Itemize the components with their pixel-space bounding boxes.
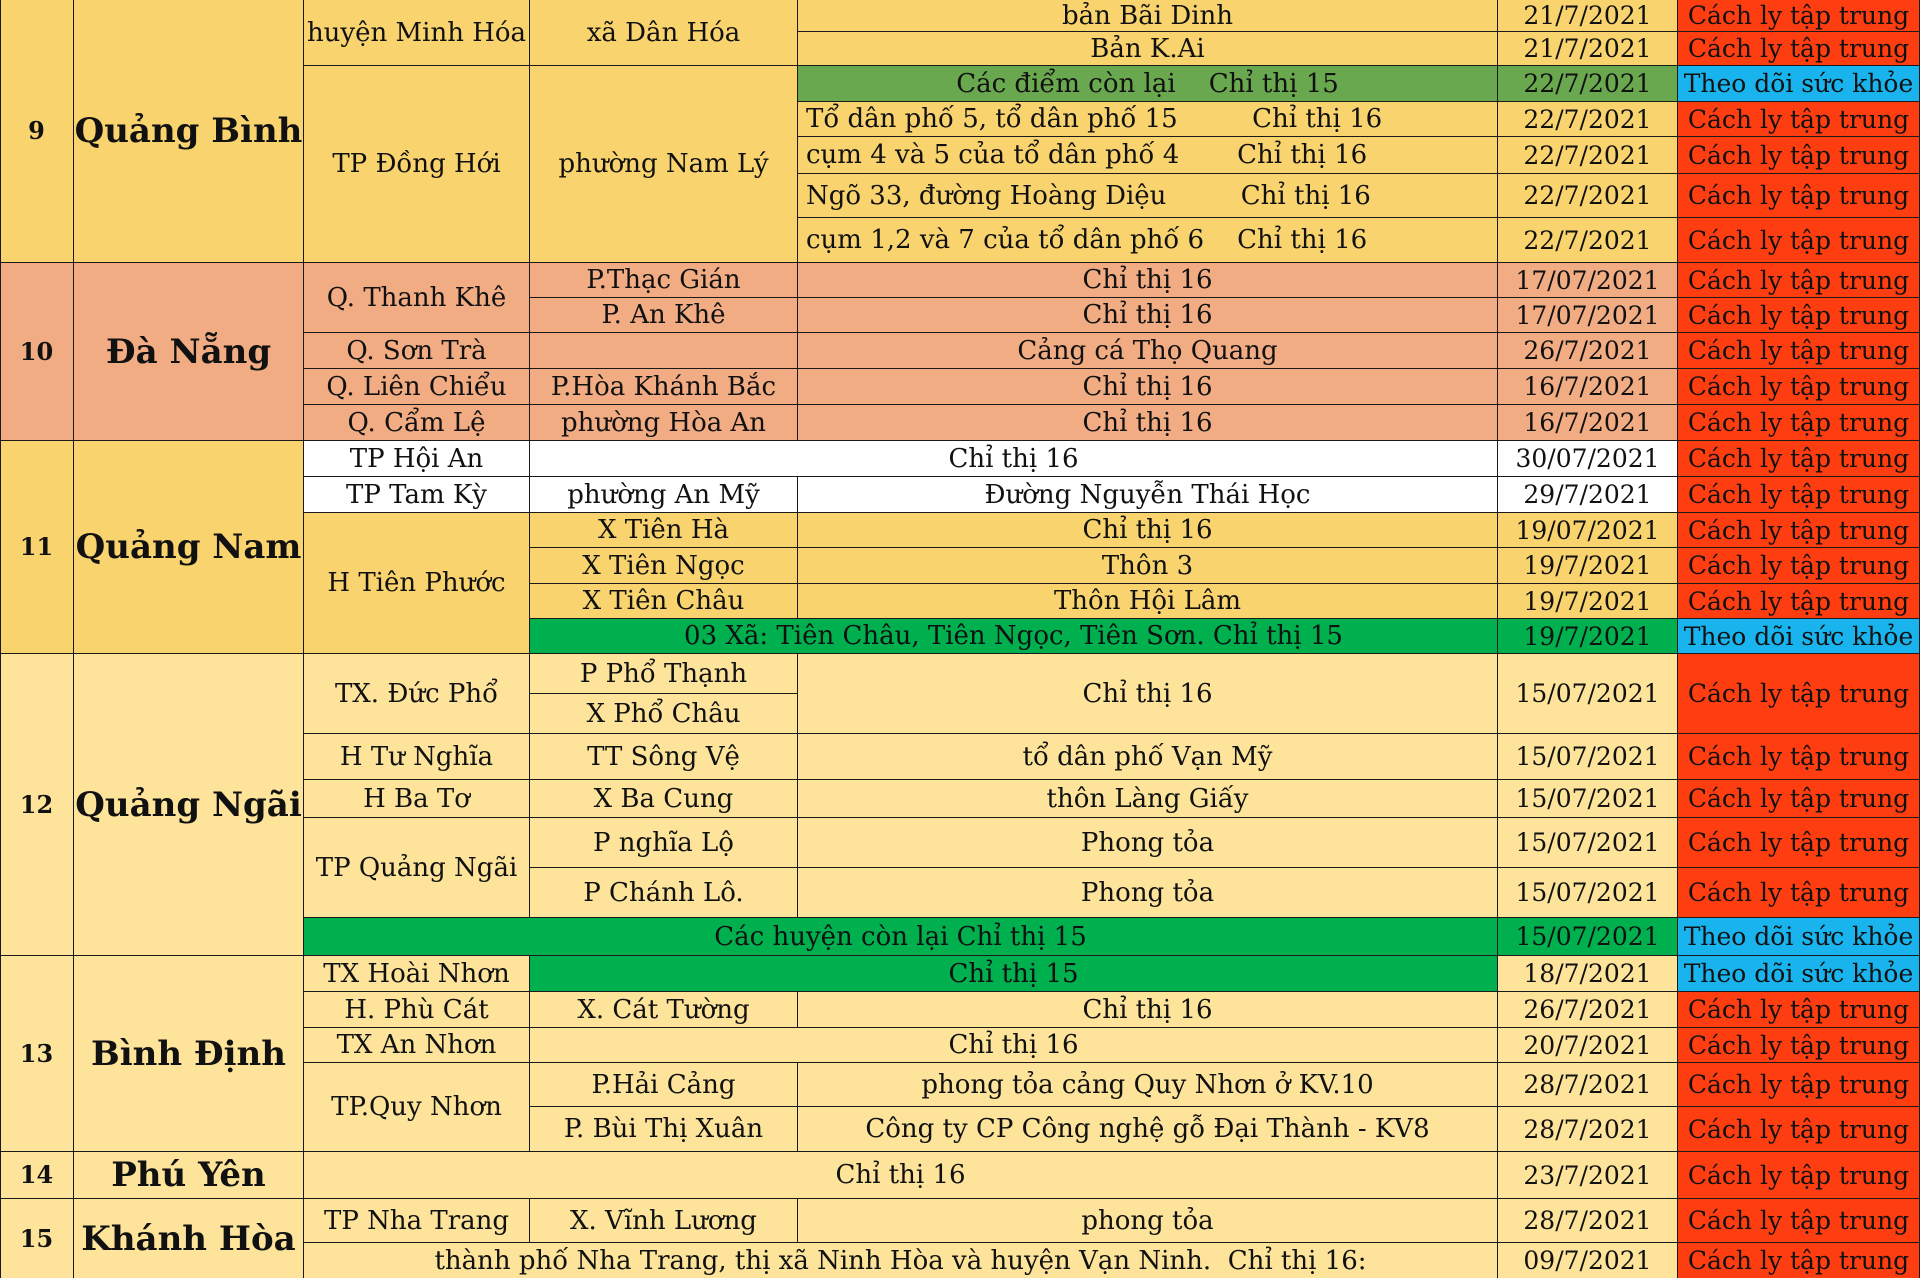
area-cell: Chỉ thị 15 [530, 956, 1498, 992]
date-cell: 21/7/2021 [1498, 32, 1678, 66]
area-cell: Chỉ thị 16 [798, 513, 1498, 548]
date-cell: 23/7/2021 [1498, 1152, 1678, 1199]
status-cell: Cách ly tập trung [1678, 1199, 1920, 1243]
status-cell: Cách ly tập trung [1678, 1063, 1920, 1107]
district-cell: Q. Sơn Trà [304, 333, 530, 369]
status-cell: Cách ly tập trung [1678, 174, 1920, 218]
status-cell: Cách ly tập trung [1678, 263, 1920, 298]
date-cell: 17/07/2021 [1498, 263, 1678, 298]
area-cell: Công ty CP Công nghệ gỗ Đại Thành - KV8 [798, 1107, 1498, 1152]
ward-cell: P nghĩa Lộ [530, 818, 798, 868]
district-cell: H Ba Tơ [304, 780, 530, 818]
area-cell: bản Bãi Dinh [798, 0, 1498, 32]
area-cell: Phong tỏa [798, 868, 1498, 918]
date-cell: 19/7/2021 [1498, 584, 1678, 619]
district-cell: TP Hội An [304, 441, 530, 477]
area-cell: 03 Xã: Tiên Châu, Tiên Ngọc, Tiên Sơn. Chỉ thị 15 [530, 619, 1498, 654]
province-name: Khánh Hòa [74, 1199, 304, 1278]
province-name: Quảng Bình [74, 0, 304, 263]
date-cell: 18/7/2021 [1498, 956, 1678, 992]
area-cell: Chỉ thị 16 [798, 263, 1498, 298]
district-cell: TP.Quy Nhơn [304, 1063, 530, 1152]
row-number: 9 [0, 0, 74, 263]
area-cell: Chỉ thị 16 [798, 992, 1498, 1028]
district-cell: H Tư Nghĩa [304, 734, 530, 780]
area-cell: cụm 1,2 và 7 của tổ dân phố 6 Chỉ thị 16 [798, 218, 1498, 263]
ward-cell: X Tiên Châu [530, 584, 798, 619]
date-cell: 15/07/2021 [1498, 734, 1678, 780]
ward-cell: X Phổ Châu [530, 694, 798, 734]
district-cell: TP Quảng Ngãi [304, 818, 530, 918]
status-cell: Cách ly tập trung [1678, 818, 1920, 868]
status-cell: Theo dõi sức khỏe [1678, 66, 1920, 102]
status-cell: Cách ly tập trung [1678, 218, 1920, 263]
area-cell: Thôn Hội Lâm [798, 584, 1498, 619]
row-number: 11 [0, 441, 74, 654]
date-cell: 15/07/2021 [1498, 868, 1678, 918]
date-cell: 22/7/2021 [1498, 218, 1678, 263]
area-cell: Thôn 3 [798, 548, 1498, 584]
ward-cell: xã Dân Hóa [530, 0, 798, 66]
date-cell: 19/7/2021 [1498, 548, 1678, 584]
ward-cell: P.Hải Cảng [530, 1063, 798, 1107]
status-cell: Cách ly tập trung [1678, 32, 1920, 66]
district-cell: TP Tam Kỳ [304, 477, 530, 513]
area-cell: Chỉ thị 16 [798, 298, 1498, 333]
status-cell: Theo dõi sức khỏe [1678, 619, 1920, 654]
area-cell: thôn Làng Giấy [798, 780, 1498, 818]
province-name: Phú Yên [74, 1152, 304, 1199]
area-cell: phong tỏa cảng Quy Nhơn ở KV.10 [798, 1063, 1498, 1107]
date-cell: 17/07/2021 [1498, 298, 1678, 333]
status-cell: Cách ly tập trung [1678, 1107, 1920, 1152]
area-cell: tổ dân phố Vạn Mỹ [798, 734, 1498, 780]
ward-cell: X Ba Cung [530, 780, 798, 818]
status-cell: Cách ly tập trung [1678, 584, 1920, 619]
district-cell: TX. Đức Phổ [304, 654, 530, 734]
district-cell: TP Nha Trang [304, 1199, 530, 1243]
area-cell: Tổ dân phố 5, tổ dân phố 15 Chỉ thị 16 [798, 102, 1498, 137]
area-cell: Chỉ thị 16 [798, 405, 1498, 441]
date-cell: 22/7/2021 [1498, 174, 1678, 218]
district-cell: Q. Liên Chiểu [304, 369, 530, 405]
ward-cell: P Chánh Lô. [530, 868, 798, 918]
date-cell: 30/07/2021 [1498, 441, 1678, 477]
ward-cell: X. Vĩnh Lương [530, 1199, 798, 1243]
district-cell: TX Hoài Nhơn [304, 956, 530, 992]
date-cell: 15/07/2021 [1498, 654, 1678, 734]
status-cell: Cách ly tập trung [1678, 298, 1920, 333]
date-cell: 28/7/2021 [1498, 1063, 1678, 1107]
status-cell: Cách ly tập trung [1678, 1028, 1920, 1063]
date-cell: 19/7/2021 [1498, 619, 1678, 654]
status-cell: Cách ly tập trung [1678, 868, 1920, 918]
date-cell: 29/7/2021 [1498, 477, 1678, 513]
date-cell: 21/7/2021 [1498, 0, 1678, 32]
status-cell: Cách ly tập trung [1678, 405, 1920, 441]
ward-cell: X. Cát Tường [530, 992, 798, 1028]
area-cell: phong tỏa [798, 1199, 1498, 1243]
date-cell: 22/7/2021 [1498, 66, 1678, 102]
date-cell: 22/7/2021 [1498, 102, 1678, 137]
district-cell: H. Phù Cát [304, 992, 530, 1028]
date-cell: 28/7/2021 [1498, 1199, 1678, 1243]
date-cell: 19/07/2021 [1498, 513, 1678, 548]
status-cell: Cách ly tập trung [1678, 548, 1920, 584]
ward-cell: phường Nam Lý [530, 66, 798, 263]
row-number: 12 [0, 654, 74, 956]
area-cell: Chỉ thị 16 [530, 441, 1498, 477]
ward-cell: phường An Mỹ [530, 477, 798, 513]
date-cell: 15/07/2021 [1498, 818, 1678, 868]
status-cell: Theo dõi sức khỏe [1678, 918, 1920, 956]
area-cell: Phong tỏa [798, 818, 1498, 868]
status-cell: Cách ly tập trung [1678, 102, 1920, 137]
area-cell: Chỉ thị 16 [530, 1028, 1498, 1063]
row-number: 14 [0, 1152, 74, 1199]
ward-cell [530, 333, 798, 369]
ward-cell: P.Thạc Gián [530, 263, 798, 298]
area-cell: Đường Nguyễn Thái Học [798, 477, 1498, 513]
date-cell: 16/7/2021 [1498, 405, 1678, 441]
date-cell: 28/7/2021 [1498, 1107, 1678, 1152]
row-number: 15 [0, 1199, 74, 1278]
date-cell: 16/7/2021 [1498, 369, 1678, 405]
status-cell: Cách ly tập trung [1678, 441, 1920, 477]
ward-cell: P. Bùi Thị Xuân [530, 1107, 798, 1152]
status-cell: Cách ly tập trung [1678, 992, 1920, 1028]
province-name: Bình Định [74, 956, 304, 1152]
status-cell: Cách ly tập trung [1678, 734, 1920, 780]
area-cell: Ngõ 33, đường Hoàng Diệu Chỉ thị 16 [798, 174, 1498, 218]
status-cell: Theo dõi sức khỏe [1678, 956, 1920, 992]
status-cell: Cách ly tập trung [1678, 369, 1920, 405]
status-cell: Cách ly tập trung [1678, 137, 1920, 174]
province-name: Đà Nẵng [74, 263, 304, 441]
area-cell: Bản K.Ai [798, 32, 1498, 66]
date-cell: 20/7/2021 [1498, 1028, 1678, 1063]
row-number: 13 [0, 956, 74, 1152]
status-cell: Cách ly tập trung [1678, 333, 1920, 369]
date-cell: 26/7/2021 [1498, 333, 1678, 369]
date-cell: 15/07/2021 [1498, 780, 1678, 818]
province-name: Quảng Ngãi [74, 654, 304, 956]
ward-cell: X Tiên Hà [530, 513, 798, 548]
ward-cell: TT Sông Vệ [530, 734, 798, 780]
district-cell: H Tiên Phước [304, 513, 530, 654]
area-cell: Các huyện còn lại Chỉ thị 15 [304, 918, 1498, 956]
province-name: Quảng Nam [74, 441, 304, 654]
status-cell: Cách ly tập trung [1678, 654, 1920, 734]
ward-cell: P. An Khê [530, 298, 798, 333]
district-cell: TP Đồng Hới [304, 66, 530, 263]
district-cell: TX An Nhơn [304, 1028, 530, 1063]
ward-cell: X Tiên Ngọc [530, 548, 798, 584]
area-cell: thành phố Nha Trang, thị xã Ninh Hòa và huyện Vạn Ninh. Chỉ thị 16: [304, 1243, 1498, 1278]
district-cell: huyện Minh Hóa [304, 0, 530, 66]
district-cell: Q. Cẩm Lệ [304, 405, 530, 441]
status-cell: Cách ly tập trung [1678, 477, 1920, 513]
area-cell: Cảng cá Thọ Quang [798, 333, 1498, 369]
date-cell: 15/07/2021 [1498, 918, 1678, 956]
status-cell: Cách ly tập trung [1678, 513, 1920, 548]
area-cell: Chỉ thị 16 [798, 654, 1498, 734]
ward-cell: P Phổ Thạnh [530, 654, 798, 694]
date-cell: 09/7/2021 [1498, 1243, 1678, 1278]
area-cell: Chỉ thị 16 [304, 1152, 1498, 1199]
ward-cell: phường Hòa An [530, 405, 798, 441]
district-cell: Q. Thanh Khê [304, 263, 530, 333]
area-cell: Chỉ thị 16 [798, 369, 1498, 405]
date-cell: 26/7/2021 [1498, 992, 1678, 1028]
row-number: 10 [0, 263, 74, 441]
status-cell: Cách ly tập trung [1678, 1243, 1920, 1278]
status-cell: Cách ly tập trung [1678, 780, 1920, 818]
area-cell: Các điểm còn lại Chỉ thị 15 [798, 66, 1498, 102]
area-cell: cụm 4 và 5 của tổ dân phố 4 Chỉ thị 16 [798, 137, 1498, 174]
status-cell: Cách ly tập trung [1678, 0, 1920, 32]
date-cell: 22/7/2021 [1498, 137, 1678, 174]
ward-cell: P.Hòa Khánh Bắc [530, 369, 798, 405]
status-cell: Cách ly tập trung [1678, 1152, 1920, 1199]
